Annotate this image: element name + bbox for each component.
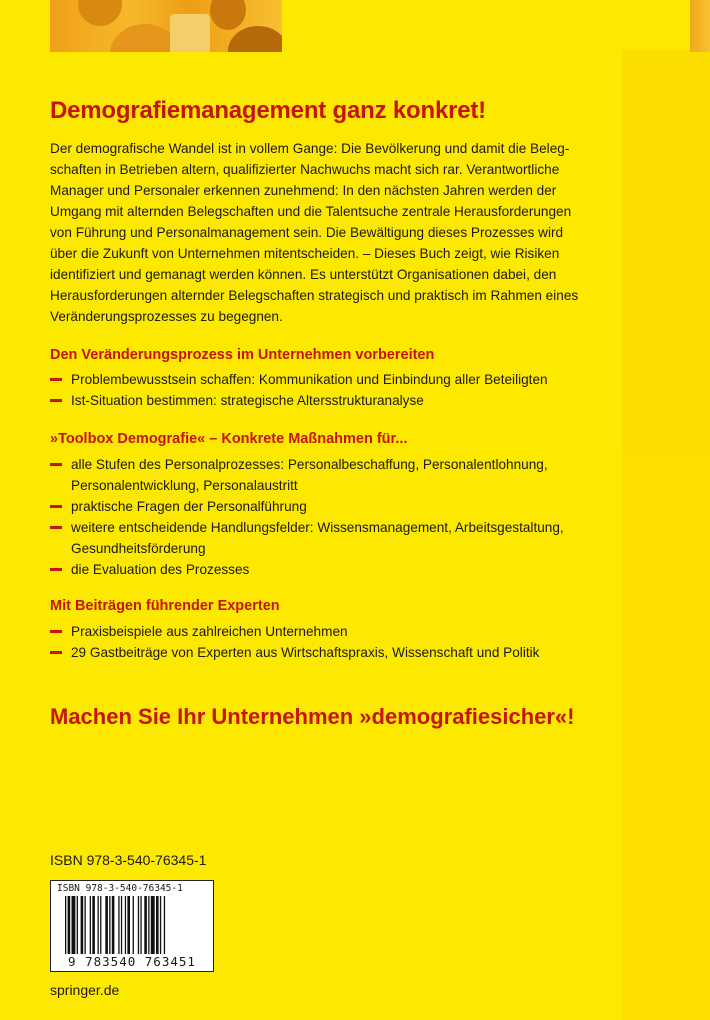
section-title-experts: Mit Beiträgen führender Experten [50, 598, 280, 614]
headline: Demografiemanagement ganz konkret! [50, 97, 486, 124]
red-dash-bullet [50, 630, 62, 633]
red-dash-bullet [50, 399, 62, 402]
barcode-bar [140, 896, 141, 954]
barcode-bar [138, 896, 139, 954]
isbn-barcode [50, 880, 214, 972]
red-dash-bullet [50, 651, 62, 654]
intro-line: von Führung und Personalmanagement sein. Die Bewältigung dieses Prozesses wird [50, 225, 564, 240]
barcode-bar [65, 896, 66, 954]
barcode-bar [90, 896, 91, 954]
call-to-action: Machen Sie Ihr Unternehmen »demografiesicher«! [50, 704, 575, 729]
list-item: die Evaluation des Prozesses [50, 559, 622, 580]
barcode-bar [81, 896, 84, 954]
cover-photo-edge [690, 0, 710, 52]
publisher-url: springer.de [50, 982, 120, 998]
barcode-digits: 9 783540 763451 [68, 954, 196, 969]
barcode-bar [160, 896, 161, 954]
barcode-bar [85, 896, 86, 954]
red-dash-bullet [50, 505, 62, 508]
cover-photo-strip [50, 0, 282, 52]
intro-paragraph [50, 138, 622, 327]
list-item: Ist-Situation bestimmen: strategische Altersstrukturanalyse [50, 390, 622, 411]
barcode-bar [121, 896, 122, 954]
intro-line: Umgang mit alternden Belegschaften und die Talentsuche zentrale Herausforderungen [50, 204, 572, 219]
intro-line: über die Zukunft von Unternehmen mitentscheiden. – Dieses Buch zeigt, wie Risiken [50, 246, 560, 261]
barcode-bar [127, 896, 130, 954]
barcode-bar [133, 896, 134, 954]
red-dash-bullet [50, 378, 62, 381]
section-title-prepare: Den Veränderungsprozess im Unternehmen vorbereiten [50, 347, 435, 363]
intro-line: identifiziert und gemanagt werden können. Es unterstützt Organisationen dabei, den [50, 267, 557, 282]
section-title-toolbox: »Toolbox Demografie« – Konkrete Maßnahmen für... [50, 431, 408, 447]
list-item: praktische Fragen der Personalführung [50, 496, 622, 517]
barcode-bar [100, 896, 101, 954]
list-item: Problembewusstsein schaffen: Kommunikation und Einbindung aller Beteiligten [50, 369, 622, 390]
list-item: Praxisbeispiele aus zahlreichen Unternehmen [50, 621, 622, 642]
barcode-bar [164, 896, 165, 954]
barcode-bar [68, 896, 71, 954]
barcode-bar [144, 896, 147, 954]
isbn-label: ISBN 978-3-540-76345-1 [50, 852, 207, 868]
list-item: alle Stufen des Personalprozesses: Personalbeschaffung, Personalentlohnung, Personalentwicklung, Personalaustritt [50, 454, 622, 496]
intro-line: Manager und Personaler erkennen zunehmend: In den nächsten Jahren werden der [50, 183, 557, 198]
barcode-bar [92, 896, 95, 954]
right-color-band-lower [622, 455, 710, 1020]
barcode-bar [105, 896, 108, 954]
barcode-bar [125, 896, 126, 954]
bullet-list-prepare [50, 369, 622, 411]
barcode-bar [112, 896, 115, 954]
barcode-bars [65, 896, 201, 954]
red-dash-bullet [50, 526, 62, 529]
barcode-bar [148, 896, 149, 954]
list-item: weitere entscheidende Handlungsfelder: Wissensmanagement, Arbeitsgestaltung, Gesundheitsförderung [50, 517, 622, 559]
bullet-list-toolbox [50, 454, 622, 580]
barcode-bar [109, 896, 110, 954]
intro-line: Der demografische Wandel ist in vollem Gange: Die Bevölkerung und damit die Beleg- [50, 141, 570, 156]
intro-line: Veränderungsprozesses zu begegnen. [50, 309, 283, 324]
barcode-bar [156, 896, 159, 954]
barcode-header: ISBN 978-3-540-76345-1 [57, 883, 183, 894]
barcode-bar [98, 896, 99, 954]
intro-line: Herausforderungen alternder Belegschaften strategisch und praktisch im Rahmen eines [50, 288, 579, 303]
red-dash-bullet [50, 463, 62, 466]
list-item: 29 Gastbeiträge von Experten aus Wirtschaftspraxis, Wissenschaft und Politik [50, 642, 622, 663]
barcode-bar [77, 896, 78, 954]
barcode-bar [72, 896, 76, 954]
bullet-list-experts [50, 621, 622, 663]
red-dash-bullet [50, 568, 62, 571]
intro-line: schaften in Betrieben altern, qualifizierter Nachwuchs macht sich rar. Verantwortliche [50, 162, 560, 177]
barcode-bar [118, 896, 119, 954]
barcode-bar [151, 896, 155, 954]
